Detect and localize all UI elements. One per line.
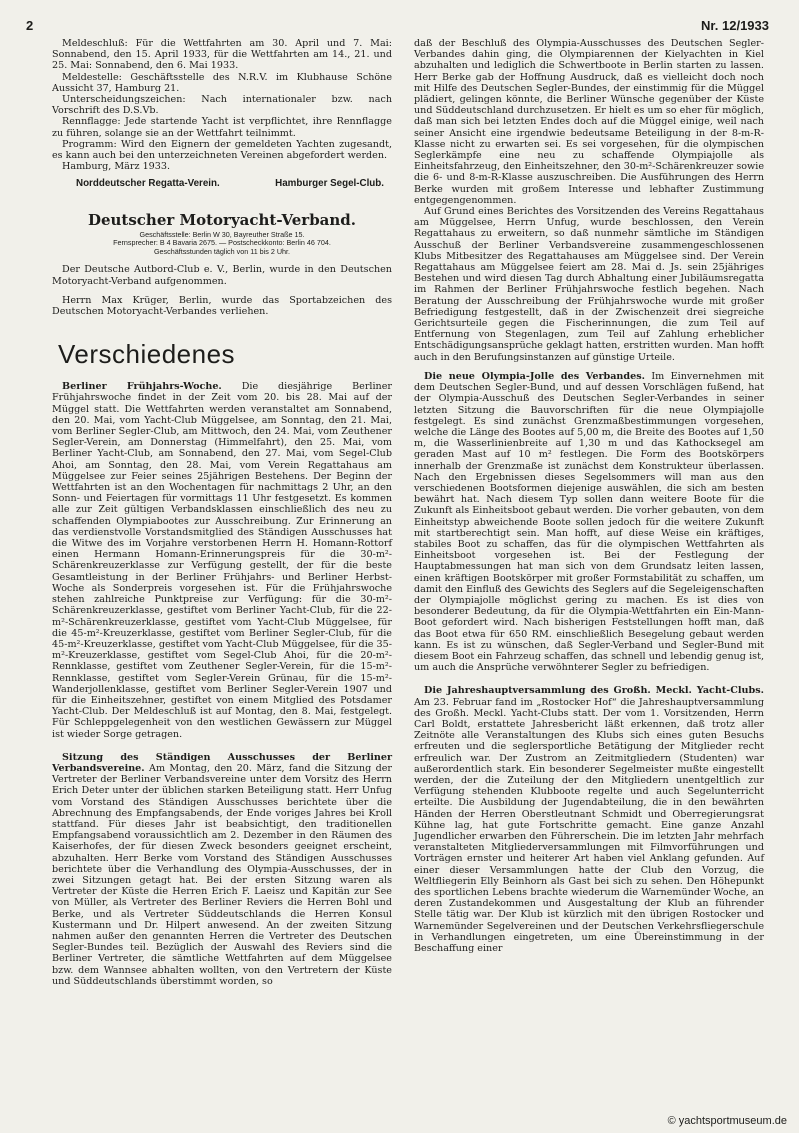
assoc-title: Deutscher Motoryacht-Verband.: [87, 210, 357, 229]
signatures: [52, 178, 392, 189]
article-committee: [52, 752, 392, 987]
article-committee-cont-2: Auf Grund eines Berichtes des Vorsitzenden des Vereins Regattahaus am Müggelsee, Herrn Unfug, wurde beschlossen, den Verein Regattahaus zu erweitern, so daß nunmehr sämtliche im Ständigen Ausschuß der Berliner Verbandsvereine zusammengeschlossenen Klubs Mitbesitzer des Regattahauses am Müggelsee sind. Der Verein Regattahaus am Müggelsee feiert am 28. Mai d. Js. sein 25jähriges Bestehen und wird diesen Tag durch Abhaltung einer Jubiläumsregatta im Rahmen der Berliner Frühjahrswoche festlich begehen. Nach Beratung der Ausschreibung der Frühjahrswoche wurde mit großer Befriedigung festgestellt, daß in der Zwischenzeit drei siegreiche Gerichtsurteile gegen die Fischerinnungen, die zum Teil auf Entfernung von Stegenlagen, zum Teil auf Zahlung erheblicher Entschädigungsansprüche geklagt hatten, erstritten wurden. Man hofft auch in den Berufungsinstanzen auf günstige Urteile.: [414, 206, 764, 363]
signature-hsc: Hamburger Segel-Club.: [275, 178, 384, 190]
article-spring-week-body: Die diesjährige Berliner Frühjahrswoche findet in der Zeit vom 20. bis 28. Mai auf der Müggel statt. Die Wettfahrten werden veranstaltet am Sonnabend, den 20. Mai, vom Yacht-Club Müggelsee, am Sonntag, den 21. Mai, vom Berliner Segler-Club, am Mittwoch, den 24. Mai, vom Zeuthener Segler-Verein, am Donnerstag (Himmelfahrt), den 25. Mai, vom Berliner Yacht-Club, am Sonnabend, den 27. Mai, vom Segel-Club Ahoi, am Sonntag, den 28. Mai, vom Verein Regattahaus am Müggelsee zur Feier seines 25jährigen Bestehens. Der Beginn der Wettfahrten ist an den Wochentagen für nachmittags 2 Uhr, an den Sonn- und Feiertagen für vormittags 11 Uhr festgesetzt. Es kommen alle zur Zeit gültigen Verbandsklassen einschließlich des neu zu schaffenden Olympiabootes zur Ausschreibung. Zur Erinnerung an das verdienstvolle Vorstandsmitglied des Ständigen Ausschusses hat die Witwe des im Vorjahre verstorbenen Herrn H. Homann-Rottorf einen Hermann Homann-Erinnerungspreis für die 30-m²-Schärenkreuzerklasse zur Verfügung gestellt, der für die beste Gesamtleistung in der Berliner Frühjahrs- und Berliner Herbst-Woche als Sonderpreis vorgesehen ist. Für die Frühjahrswoche stehen zahlreiche Punktpreise zur Verfügung: für die 30-m²-Schärenkreuzerklasse, gestiftet vom Berliner Yacht-Club, für die 22-m²-Schärenkreuzerklasse, gestiftet vom Yacht-Club Müggelsee, für die 45-m²-Kreuzerklasse, gestiftet vom Berliner Segler-Club, für die 45-m²-Kreuzerklasse, gestiftet vom Yacht-Club Müggelsee, für die 35-m²-Kreuzerklasse, gestiftet vom Segel-Club Ahoi, für die 20-m²-Rennklasse, gestiftet vom Zeuthener Segler-Verein, für die 15-m²-Rennklasse, gestiftet vom Segler-Verein Grünau, für die 15-m²-Wanderjollenklasse, gestiftet vom Berliner Segler-Verein 1907 und für die Einheitszehner, gestiftet von einem Mitglied des Potsdamer Yacht-Club. Der Meldeschluß ist auf Montag, den 8. Mai, festgelegt. Für Schleppgelegenheit von den westlichen Gewässern zur Müggel ist wieder Sorge getragen.: [52, 381, 392, 740]
article-committee-body: Am Montag, den 20. März, fand die Sitzung der Vertreter der Berliner Verbandsvereine unter dem Vorsitz des Herrn Erich Deter unter der üblichen starken Beteiligung statt. Herr Unfug vom Vorstand des Ständigen Ausschusses berichtete über die Abrechnung des Empfangsabends, der Ende voriges Jahres bei Kroll stattfand. Für dieses Jahr ist beabsichtigt, den traditionellen Empfangsabend voraussichtlich am 2. Dezember in den Räumen des Kaiserhofes, der für diesen Zweck besonders geeignet erscheint, abzuhalten. Herr Berke vom Vorstand des Ständigen Ausschusses berichtete über die Verhandlung des Olympia-Ausschusses, der in zwei Sitzungen getagt hat. Bei der ersten Sitzung waren als Vertreter der Küste die Herren Erich F. Laeisz und Kapitän zur See von Müller, als Vertreter des Berliner Reviers die Herren Bohl und Berke, und als Vertreter Süddeutschlands die Herren Konsul Kustermann und Dr. Hilpert anwesend. An der zweiten Sitzung nahmen außer den genannten Herren die Vertreter des Deutschen Segler-Bundes teil. Bezüglich der Auswahl des Reviers sind die Berliner Vertreter, die sämtliche Wettfahrten auf dem Müggelsee bzw. dem Wannsee abhalten wollten, von den Vertretern der Küste und Süddeutschlands überstimmt worden, so: [52, 762, 392, 987]
notice-office: Meldestelle: Geschäftsstelle des N.R.V. im Klubhause Schöne Aussicht 37, Hamburg 21.: [52, 71, 392, 94]
right-column: [414, 38, 764, 954]
article-committee-head: Sitzung des Ständigen Ausschusses der Berliner Verbandsvereine.: [52, 751, 392, 774]
assoc-phone: Fernsprecher: B 4 Bavaria 2675. — Postscheckkonto: Berlin 46 704.: [113, 238, 331, 248]
notice-deadline: Meldeschluß: Für die Wettfahrten am 30. April und 7. Mai: Sonnabend, den 15. April 1933, für die Wettfahrten am 14., 21. und 25. Mai: Sonnabend, den 6. Mai 1933.: [52, 38, 392, 72]
left-column: [52, 38, 392, 987]
notice-program: Programm: Wird den Eignern der gemeldeten Yachten zugesandt, es kann auch bei den unterzeichneten Vereinen abgefordert werden.: [52, 138, 392, 162]
assoc-address: Geschäftsstelle: Berlin W 30, Bayreuther Straße 15.: [139, 229, 305, 239]
article-olympia-jolle-body: Im Einvernehmen mit dem Deutschen Segler-Bund, und auf dessen Vorschlägen fußend, hat der Olympia-Ausschuß des Deutschen Segler-Verbandes in seiner letzten Sitzung die Bauvorschriften für die neue Olympiajolle festgelegt. Es sind zunächst Grenzmaßbestimmungen vorgesehen, welche die Länge des Bootes auf 5,00 m, die Breite des Bootes auf 1,50 m, die Wasserlinienbreite auf 1,30 m und das Kathocksegel am geraden Mast auf 10 m² festlegen. Die Form des Bootskörpers innerhalb der Grenzmaße ist zunächst dem Konstrukteur überlassen. Nach den Ergebnissen dieses Segelsommers will man aus den verschiedenen Bootsformen diejenige auswählen, die sich am besten bewährt hat. Nach diesem Typ sollen dann weitere Boote für die Zukunft als Einheitsboot gebaut werden. Die vorher gebauten, von dem Einheitstyp abweichende Boote sollen jedoch für die weitere Zukunft mit startberechtigt sein. Man hofft, auf diese Weise ein kräftiges, stabiles Boot zu schaffen, das für die olympischen Wettfahrten als Einheitsboot vorgesehen ist. Bei der Festlegung der Hauptabmessungen hat man sich von dem Grundsatz leiten lassen, einen kräftigen Bootskörper mit großer Formstabilität zu schaffen, um damit den Einfluß des Gewichts des Seglers auf die Segeleigenschaften der Olympiajolle möglichst gering zu machen. Es ist dies von besonderer Bedeutung, da für die Olympia-Wettfahrten ein Ein-Mann-Boot gefordert wird. Nach bisherigen Feststellungen hofft man, daß das Boot etwa für 650 RM. einschließlich Besegelung gebaut werden kann. Es ist zu wünschen, daß Segler-Verband und Segler-Bund mit diesem Boot ein Fahrzeug schaffen, das schnell und lebendig genug ist, um auch die Ansprüche verwöhnterer Segler zu befriedigen.: [414, 370, 764, 674]
article-olympia-jolle-head: Die neue Olympia-Jolle des Verbandes.: [424, 370, 645, 382]
article-spring-week-head: Berliner Frühjahrs-Woche.: [62, 381, 222, 393]
assoc-news-2: Herrn Max Krüger, Berlin, wurde das Sportabzeichen des Deutschen Motoryacht-Verbandes verliehen.: [52, 294, 392, 318]
article-spring-week: [52, 381, 392, 740]
article-olympia-jolle: [414, 371, 764, 673]
article-meckl-yacht-club: [414, 685, 764, 954]
assoc-info: [52, 231, 392, 257]
article-committee-cont: daß der Beschluß des Olympia-Ausschusses des Deutschen Segler-Verbandes dahin ging, die Olympiarennen der Kielyachten in Kiel abzuhalten und lediglich die Schwertboote in Berlin starten zu lassen. Herr Berke gab der Hoffnung Ausdruck, daß es vielleicht doch noch mit Hilfe des Deutschen Segler-Bundes, der einstimmig für die Müggel plädiert, gelingen könnte, die Berliner Wünsche gegenüber der Küste und Süddeutschland durchzusetzen. Er hielt es um so eher für möglich, daß man sich bei letzten Endes doch auf die Müggel einige, weil nach seiner Ansicht eine irgendwie bedeutsame Beteiligung in der 8-m-R-Klasse nicht zu erwarten sei. Es sei vorgesehen, für die olympischen Seglerkämpfe eine neu zu schaffende Olympiajolle als Einheitsfahrzeug, den Einheitszehner, den 30-m²-Schärenkreuzer sowie die 6- und 8-m-R-Klasse auszuschreiben. Die Ausführungen des Herrn Berke wurden mit großem Interesse und lebhafter Zustimmung entgegengenommen.: [414, 38, 764, 206]
assoc-hours: Geschäftsstunden täglich von 11 bis 2 Uhr.: [153, 246, 291, 256]
assoc-news-1: Der Deutsche Autbord-Club e. V., Berlin, wurde in den Deutschen Motoryacht-Verband aufgenommen.: [52, 264, 392, 287]
notice-flag: Rennflagge: Jede startende Yacht ist verpflichtet, ihre Rennflagge zu führen, solange sie an der Wettfahrt teilnimmt.: [52, 116, 392, 139]
article-meckl-yacht-club-body: Am 23. Februar fand im „Rostocker Hof“ die Jahreshauptversammlung des Großh. Meckl. Yacht-Clubs statt. Der vom 1. Vorsitzenden, Herrn Carl Boldt, erstattete Jahresbericht läßt erkennen, daß trotz aller Zeitnöte alle Veranstaltungen des Klubs sich eines guten Besuchs erfreuten und die seglersportliche Betätigung der Mitglieder recht erfreulich war. Der Zustrom an Zeitmitgliedern (Studenten) war außerordentlich stark. Ein besonderer Segelmeister mußte eingestellt werden, der die Zuteilung der den Mitgliedern unentgeltlich zur Verfügung stehenden Klubboote regelte und auch Segelunterricht erteilte. Die Ausbildung der Jugendabteilung, die in den bewährten Händen der Herren Oberstleutnant Schmidt und Oberregierungsrat Kühne lag, hat gute Fortschritte gemacht. Eine ganze Anzahl Jugendlicher erwarben den Führerschein. Die im letzten Jahr mehrfach veranstalteten Mitgliederversammlungen mit Filmvorführungen und Vorträgen ernster und heiterer Art haben viel Anklang gefunden. Auf einer dieser Versammlungen hatte der Club den Vorzug, die Weltfliegerin Elly Beinhorn als Gast bei sich zu sehen. Den Höhepunkt des sportlichen Lebens brachte wiederum die Warnemünder Woche, an deren Zustandekommen und Ausgestaltung der Klub an führender Stelle tätig war. Der Klub ist kürzlich mit den übrigen Rostocker und Warnemünder Segelvereinen und der Deutschen Verkehrsfliegerschule in Verhandlungen eingetreten, um eine Übereinstimmung in der Beschaffung einer: [414, 696, 764, 955]
watermark: © yachtsportmuseum.de: [667, 1115, 787, 1127]
section-title: Verschiedenes: [58, 339, 236, 370]
issue-number: Nr. 12/1933: [701, 18, 769, 33]
notice-marks: Unterscheidungszeichen: Nach internationaler bzw. nach Vorschrift des D.S.Vb.: [52, 94, 392, 117]
notice-date: Hamburg, März 1933.: [62, 161, 171, 173]
article-meckl-yacht-club-head: Die Jahreshauptversammlung des Großh. Meckl. Yacht-Clubs.: [424, 685, 764, 697]
signature-nrv: Norddeutscher Regatta-Verein.: [76, 178, 220, 190]
page-number: 2: [26, 18, 34, 33]
